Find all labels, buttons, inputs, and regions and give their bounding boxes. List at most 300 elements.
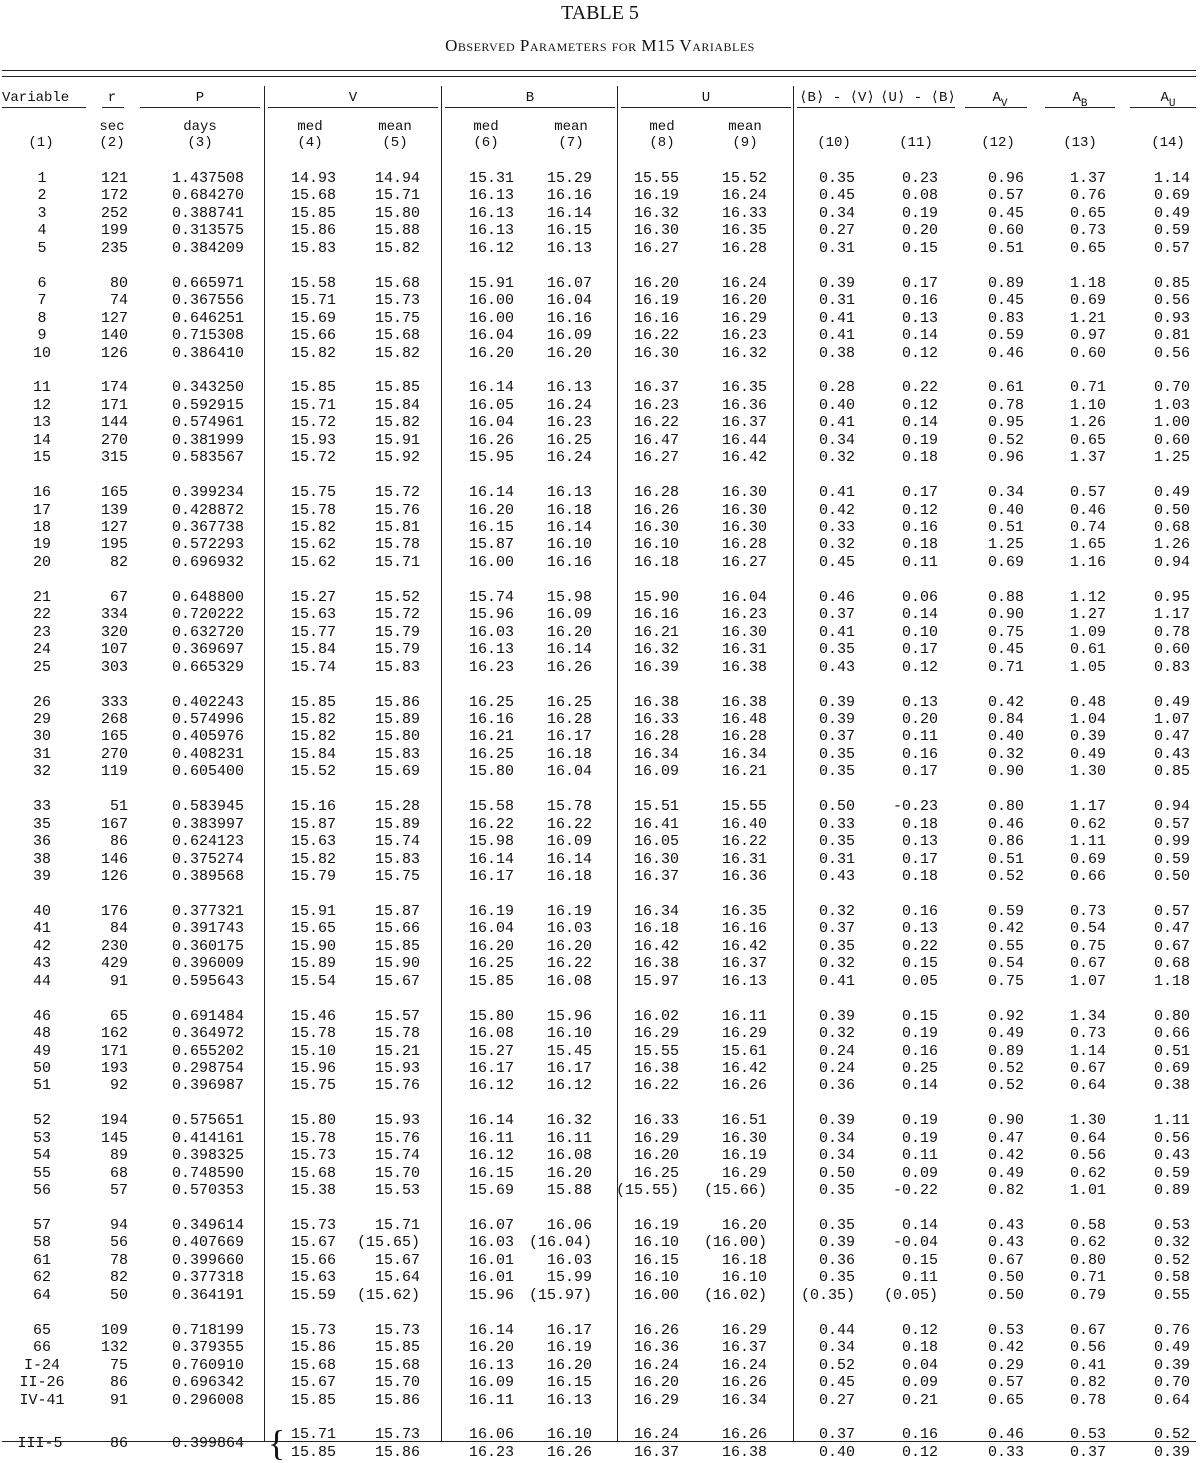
table-cell: 16.09 (546, 327, 592, 345)
table-cell: 16.37 (721, 955, 767, 973)
table-cell: 15.66 (290, 1251, 336, 1269)
table-cell: 0.69 (987, 553, 1024, 571)
table-cell: 15.68 (374, 327, 420, 345)
table-cell: 15.85 (290, 1443, 336, 1461)
table-cell: 0.53 (1153, 1217, 1190, 1234)
table-cell: 0.44 (818, 1321, 855, 1339)
table-cell: 0.13 (901, 920, 938, 938)
table-cell: 15.38 (290, 1182, 336, 1200)
table-cell: 16.14 (546, 519, 592, 536)
table-cell: 51 (32, 1077, 51, 1095)
table-cell: 16.14 (546, 204, 592, 222)
table-cell: 15.71 (290, 1426, 336, 1444)
table-cell: 132 (100, 1339, 128, 1357)
table-cell: 0.80 (987, 798, 1024, 816)
table-cell: 109 (100, 1321, 128, 1339)
header-underline (102, 107, 124, 108)
table-cell: 16.12 (468, 1147, 514, 1165)
table-cell: 0.57 (1153, 815, 1190, 833)
table-cell: 15.90 (374, 955, 420, 973)
table-cell: 0.94 (1153, 553, 1190, 571)
table-cell: 334 (100, 606, 128, 624)
table-cell: 171 (100, 1042, 128, 1060)
table-cell: 0.52 (987, 431, 1024, 449)
table-cell: 15.71 (374, 553, 420, 571)
table-cell: 30 (32, 728, 51, 746)
table-cell: 16.23 (468, 658, 514, 676)
table-cell: 15.80 (374, 204, 420, 222)
table-cell: 15.97 (633, 972, 679, 990)
table-cell: 0.33 (987, 1443, 1024, 1461)
table-cell: 0.86 (987, 833, 1024, 851)
table-cell: 0.381999 (171, 431, 244, 449)
table-cell: 16.13 (468, 222, 514, 240)
table-cell: 167 (100, 815, 128, 833)
table-cell: 0.715308 (171, 327, 244, 345)
col-number-13: (14) (1151, 135, 1185, 151)
table-cell: 0.16 (901, 519, 938, 536)
table-cell: 15.98 (546, 588, 592, 606)
table-cell: 15.82 (290, 344, 336, 362)
table-cell: 16.04 (546, 292, 592, 310)
table-cell: 16.13 (546, 239, 592, 257)
table-cell: 15.83 (374, 850, 420, 868)
table-cell: 16.19 (633, 1217, 679, 1234)
table-cell: 1.18 (1069, 274, 1106, 292)
table-cell: 0.62 (1069, 1164, 1106, 1182)
table-cell: 15.82 (374, 239, 420, 257)
table-cell: 15.80 (290, 1112, 336, 1130)
table-cell: 15.90 (633, 588, 679, 606)
group-header-0: Variable (2, 90, 70, 106)
table-cell: 0.34 (818, 1129, 855, 1147)
table-cell: 15.72 (374, 484, 420, 502)
table-cell: 50 (109, 1286, 128, 1304)
table-cell: 16.13 (721, 972, 767, 990)
table-cell: 1.34 (1069, 1007, 1106, 1025)
table-cell: 0.15 (901, 1251, 938, 1269)
table-cell: 16.04 (468, 327, 514, 345)
table-cell: 15.85 (290, 1391, 336, 1409)
table-cell: 0.69 (1153, 1059, 1190, 1077)
table-cell: 15.62 (290, 536, 336, 554)
table-cell: 16.32 (633, 204, 679, 222)
table-cell: 0.57 (1153, 902, 1190, 920)
table-cell: 0.41 (818, 484, 855, 502)
table-cell: 0.624123 (171, 833, 244, 851)
table-cell: 16.18 (721, 1251, 767, 1269)
table-cell: 0.45 (987, 204, 1024, 222)
table-cell: 235 (100, 239, 128, 257)
table-cell: (15.65) (356, 1234, 420, 1252)
table-cell: 15.74 (468, 588, 514, 606)
table-cell: 0.67 (987, 1251, 1024, 1269)
table-cell: 57 (109, 1182, 128, 1200)
table-cell: 16.18 (546, 745, 592, 763)
table-cell: 0.32 (818, 902, 855, 920)
table-cell: 15.62 (290, 553, 336, 571)
group-header-7: ⟨U⟩ - ⟨B⟩ (880, 90, 956, 106)
table-cell: 0.570353 (171, 1182, 244, 1200)
table-cell: 0.20 (901, 222, 938, 240)
table-cell: 0.34 (818, 1147, 855, 1165)
table-cell: 16.34 (721, 1391, 767, 1409)
table-cell: 16.09 (546, 833, 592, 851)
table-cell: 0.55 (987, 937, 1024, 955)
table-cell: 0.18 (901, 815, 938, 833)
table-cell: 16.37 (721, 1339, 767, 1357)
table-cell: 0.377321 (171, 902, 244, 920)
table-cell: 16.48 (721, 710, 767, 728)
table-cell: 53 (32, 1129, 51, 1147)
col-number-12: (13) (1063, 135, 1097, 151)
table-cell: 0.75 (987, 623, 1024, 641)
table-cell: 1.30 (1069, 1112, 1106, 1130)
table-cell: (0.35) (800, 1286, 855, 1304)
table-cell: 0.375274 (171, 850, 244, 868)
table-cell: 0.41 (818, 623, 855, 641)
table-cell: 0.67 (1069, 1321, 1106, 1339)
table-cell: 16.23 (468, 1443, 514, 1461)
table-cell: 15.86 (374, 1391, 420, 1409)
table-cell: 0.35 (818, 937, 855, 955)
table-cell: 16.08 (546, 1147, 592, 1165)
table-cell: 0.08 (901, 187, 938, 205)
table-cell: 0.64 (1069, 1129, 1106, 1147)
table-cell: 15.68 (290, 1356, 336, 1374)
table-cell: 0.43 (818, 658, 855, 676)
table-cell: 16.04 (721, 588, 767, 606)
table-cell: 16.25 (468, 693, 514, 711)
table-cell: 1.14 (1153, 170, 1190, 187)
table-cell: 0.38 (818, 344, 855, 362)
table-cell: (15.97) (528, 1286, 592, 1304)
table-cell: 0.47 (1153, 920, 1190, 938)
table-cell: 0.73 (1069, 222, 1106, 240)
table-cell: 16.42 (721, 449, 767, 467)
table-cell: 0.46 (987, 1426, 1024, 1444)
table-cell: 16.00 (633, 1286, 679, 1304)
table-cell: 15.55 (633, 1042, 679, 1060)
table-cell: 15.75 (374, 309, 420, 327)
table-cell: 15.89 (374, 815, 420, 833)
table-cell: 15.69 (290, 309, 336, 327)
table-cell: 1.37 (1069, 449, 1106, 467)
table-cell: 66 (32, 1339, 51, 1357)
table-cell: 0.384209 (171, 239, 244, 257)
table-cell: 16.20 (546, 1164, 592, 1182)
table-cell: 0.45 (818, 1374, 855, 1392)
table-cell: 0.54 (987, 955, 1024, 973)
table-cell: 0.31 (818, 850, 855, 868)
table-cell: 0.575651 (171, 1112, 244, 1130)
table-cell: 15.81 (374, 519, 420, 536)
table-cell: 0.14 (901, 606, 938, 624)
table-cell: 0.59 (987, 327, 1024, 345)
table-cell: 16.37 (721, 414, 767, 432)
table-cell: 16.22 (468, 815, 514, 833)
table-cell: 0.49 (1069, 745, 1106, 763)
table-cell: 0.37 (1069, 1443, 1106, 1461)
table-cell: 16.26 (468, 431, 514, 449)
table-cell: 0.691484 (171, 1007, 244, 1025)
col-number-7: (8) (649, 135, 675, 151)
table-cell: 0.35 (818, 763, 855, 781)
table-cell: 0.42 (987, 693, 1024, 711)
table-cell: 16.21 (633, 623, 679, 641)
table-cell: 16.16 (546, 553, 592, 571)
table-cell: 42 (32, 937, 51, 955)
table-cell: 15.73 (290, 1321, 336, 1339)
sub-header-5: mean (554, 119, 588, 135)
table-cell: 0.62 (1069, 815, 1106, 833)
table-cell: 15.82 (290, 519, 336, 536)
table-cell: 15.31 (468, 170, 514, 187)
col-number-0: (1) (28, 135, 54, 151)
table-cell: 0.52 (818, 1356, 855, 1374)
table-cell: 15.70 (374, 1374, 420, 1392)
table-cell: 16.10 (633, 1269, 679, 1287)
table-cell: 0.88 (987, 588, 1024, 606)
table-cell: 16.22 (546, 815, 592, 833)
table-cell: -0.04 (892, 1234, 938, 1252)
table-cell: 171 (100, 396, 128, 414)
table-cell: 16.32 (633, 641, 679, 659)
table-cell: 0.296008 (171, 1391, 244, 1409)
table-cell: 0.379355 (171, 1339, 244, 1357)
table-cell: 15.79 (374, 641, 420, 659)
table-cell: 0.58 (1153, 1269, 1190, 1287)
table-cell: 0.39 (818, 693, 855, 711)
table-cell: 16.30 (633, 519, 679, 536)
table-cell: 46 (32, 1007, 51, 1025)
table-cell: 270 (100, 745, 128, 763)
group-header-6: ⟨B⟩ - ⟨V⟩ (799, 90, 875, 106)
table-cell: 16.09 (468, 1374, 514, 1392)
table-cell: 0.14 (901, 327, 938, 345)
table-cell: 0.69 (1069, 850, 1106, 868)
table-cell: 91 (109, 1391, 128, 1409)
table-cell: 0.367556 (171, 292, 244, 310)
table-cell: 16.10 (721, 1269, 767, 1287)
table-cell: 0.59 (1153, 1164, 1190, 1182)
table-cell: 15.70 (374, 1164, 420, 1182)
table-cell: 0.16 (901, 902, 938, 920)
table-cell: 16.29 (633, 1391, 679, 1409)
table-cell: 1.05 (1069, 658, 1106, 676)
table-cell: 174 (100, 379, 128, 397)
table-cell: 0.11 (901, 553, 938, 571)
table-cell: 0.696342 (171, 1374, 244, 1392)
table-cell: 12 (32, 396, 51, 414)
table-cell: 15.82 (290, 728, 336, 746)
table-cell: 0.89 (1153, 1182, 1190, 1200)
table-cell: 16.14 (546, 850, 592, 868)
table-cell: 0.43 (987, 1234, 1024, 1252)
table-cell: 15.69 (468, 1182, 514, 1200)
table-cell: 0.56 (1069, 1147, 1106, 1165)
table-cell: 15.65 (290, 920, 336, 938)
table-cell: 15.52 (721, 170, 767, 187)
table-cell: 0.18 (901, 449, 938, 467)
table-cell: 15.99 (546, 1269, 592, 1287)
table-cell: 0.414161 (171, 1129, 244, 1147)
table-cell: 0.70 (1153, 379, 1190, 397)
table-cell: 15.82 (290, 710, 336, 728)
table-cell: 16.23 (633, 396, 679, 414)
table-cell: 0.41 (1069, 1356, 1106, 1374)
top-rule-2 (2, 76, 1196, 77)
table-cell: 139 (100, 501, 128, 519)
table-cell: 0.09 (901, 1164, 938, 1182)
table-cell: 16.32 (721, 344, 767, 362)
table-cell: 15.78 (546, 798, 592, 816)
table-cell: 0.15 (901, 955, 938, 973)
table-cell: 16.06 (468, 1426, 514, 1444)
table-cell: 49 (32, 1042, 51, 1060)
table-cell: 0.595643 (171, 972, 244, 990)
table-cell: 6 (37, 274, 47, 292)
table-cell: 0.85 (1153, 763, 1190, 781)
table-cell: 0.53 (987, 1321, 1024, 1339)
subscript: U (1168, 98, 1176, 110)
table-cell: 0.57 (1153, 239, 1190, 257)
table-cell: 0.78 (1069, 1391, 1106, 1409)
table-cell: 0.349614 (171, 1217, 244, 1234)
table-cell: 15.27 (290, 588, 336, 606)
table-cell: 78 (109, 1251, 128, 1269)
table-cell: 16.25 (633, 1164, 679, 1182)
table-cell: 1.26 (1153, 536, 1190, 554)
table-cell: 16.16 (633, 606, 679, 624)
table-cell: 0.18 (901, 536, 938, 554)
table-cell: 16.08 (468, 1025, 514, 1043)
col-number-8: (9) (732, 135, 758, 151)
table-cell: 16.19 (633, 187, 679, 205)
table-cell: 15.75 (290, 484, 336, 502)
table-cell: 8 (37, 309, 47, 327)
table-cell: 16.29 (633, 1025, 679, 1043)
table-cell: 0.388741 (171, 204, 244, 222)
table-cell: 31 (32, 745, 51, 763)
table-cell: 16.19 (546, 1339, 592, 1357)
table-cell: 0.69 (1069, 292, 1106, 310)
table-cell: 16.26 (633, 501, 679, 519)
table-cell: 15.91 (468, 274, 514, 292)
table-cell: 16.22 (546, 955, 592, 973)
table-cell: IV-41 (19, 1391, 65, 1409)
table-cell: 0.18 (901, 1339, 938, 1357)
table-cell: 16.19 (633, 292, 679, 310)
table-cell: 0.14 (901, 1077, 938, 1095)
table-cell: 15.68 (290, 187, 336, 205)
col-number-6: (7) (558, 135, 584, 151)
table-cell: 0.37 (818, 606, 855, 624)
table-cell: 15.87 (468, 536, 514, 554)
table-cell: 16.40 (721, 815, 767, 833)
table-cell: 0.70 (1153, 1374, 1190, 1392)
table-cell: 320 (100, 623, 128, 641)
table-cell: 16.10 (546, 536, 592, 554)
table-cell: 0.17 (901, 763, 938, 781)
table-cell: 16.37 (633, 379, 679, 397)
table-cell: 0.39 (818, 274, 855, 292)
table-cell: 0.377318 (171, 1269, 244, 1287)
table-cell: 16.04 (468, 920, 514, 938)
table-cell: 16.16 (546, 309, 592, 327)
table-cell: 0.46 (987, 815, 1024, 833)
table-cell: 0.84 (987, 710, 1024, 728)
table-cell: 0.14 (901, 414, 938, 432)
table-cell: 0.56 (1069, 1339, 1106, 1357)
table-cell: 126 (100, 868, 128, 885)
table-cell: 0.50 (818, 798, 855, 816)
table-cell: 0.80 (1069, 1251, 1106, 1269)
table-cell: 16.13 (546, 379, 592, 397)
table-cell: 15.55 (633, 170, 679, 187)
table-cell: 0.89 (987, 1042, 1024, 1060)
table-cell: 15.88 (546, 1182, 592, 1200)
table-cell: 2 (37, 187, 47, 205)
table-cell: 16.30 (721, 501, 767, 519)
table-cell: 57 (32, 1217, 51, 1234)
table-cell: 0.37 (818, 920, 855, 938)
table-cell: 16.26 (721, 1374, 767, 1392)
table-cell: 16.13 (546, 484, 592, 502)
table-cell: 16.22 (633, 1077, 679, 1095)
table-cell: 0.47 (1153, 728, 1190, 746)
table-cell: 0.67 (1069, 955, 1106, 973)
table-cell: 16.20 (721, 1217, 767, 1234)
group-header-10: $A_U$ (1160, 90, 1176, 110)
table-cell: 86 (109, 833, 128, 851)
table-cell: 0.57 (987, 1374, 1024, 1392)
table-cell: 15 (32, 449, 51, 467)
table-cell: 15.84 (290, 641, 336, 659)
table-cell: 15.68 (374, 274, 420, 292)
sub-header-2: med (297, 119, 323, 135)
table-title: TABLE 5 (561, 2, 639, 24)
table-cell: 0.37 (818, 1426, 855, 1444)
table-cell: 74 (109, 292, 128, 310)
table-cell: 1.12 (1069, 588, 1106, 606)
sub-header-4: med (473, 119, 499, 135)
table-cell: 0.49 (987, 1025, 1024, 1043)
table-cell: 15.80 (468, 763, 514, 781)
table-cell: 0.41 (818, 972, 855, 990)
table-cell: 65 (32, 1321, 51, 1339)
table-cell: 16.23 (546, 414, 592, 432)
table-cell: 270 (100, 431, 128, 449)
table-cell: 16.19 (721, 1147, 767, 1165)
table-cell: 16.14 (468, 379, 514, 397)
table-cell: 0.83 (987, 309, 1024, 327)
table-cell: 0.42 (818, 501, 855, 519)
top-rule-1 (2, 70, 1196, 71)
table-cell: 1.07 (1153, 710, 1190, 728)
table-cell: 16.00 (468, 292, 514, 310)
table-cell: 16.30 (633, 222, 679, 240)
table-cell: 0.33 (818, 519, 855, 536)
table-cell: 0.96 (987, 449, 1024, 467)
table-cell: 0.35 (818, 641, 855, 659)
table-cell: 0.57 (1069, 484, 1106, 502)
table-cell: 16.03 (468, 623, 514, 641)
table-cell: 1.01 (1069, 1182, 1106, 1200)
header-underline (140, 107, 260, 108)
table-cell: 107 (100, 641, 128, 659)
table-cell: 230 (100, 937, 128, 955)
